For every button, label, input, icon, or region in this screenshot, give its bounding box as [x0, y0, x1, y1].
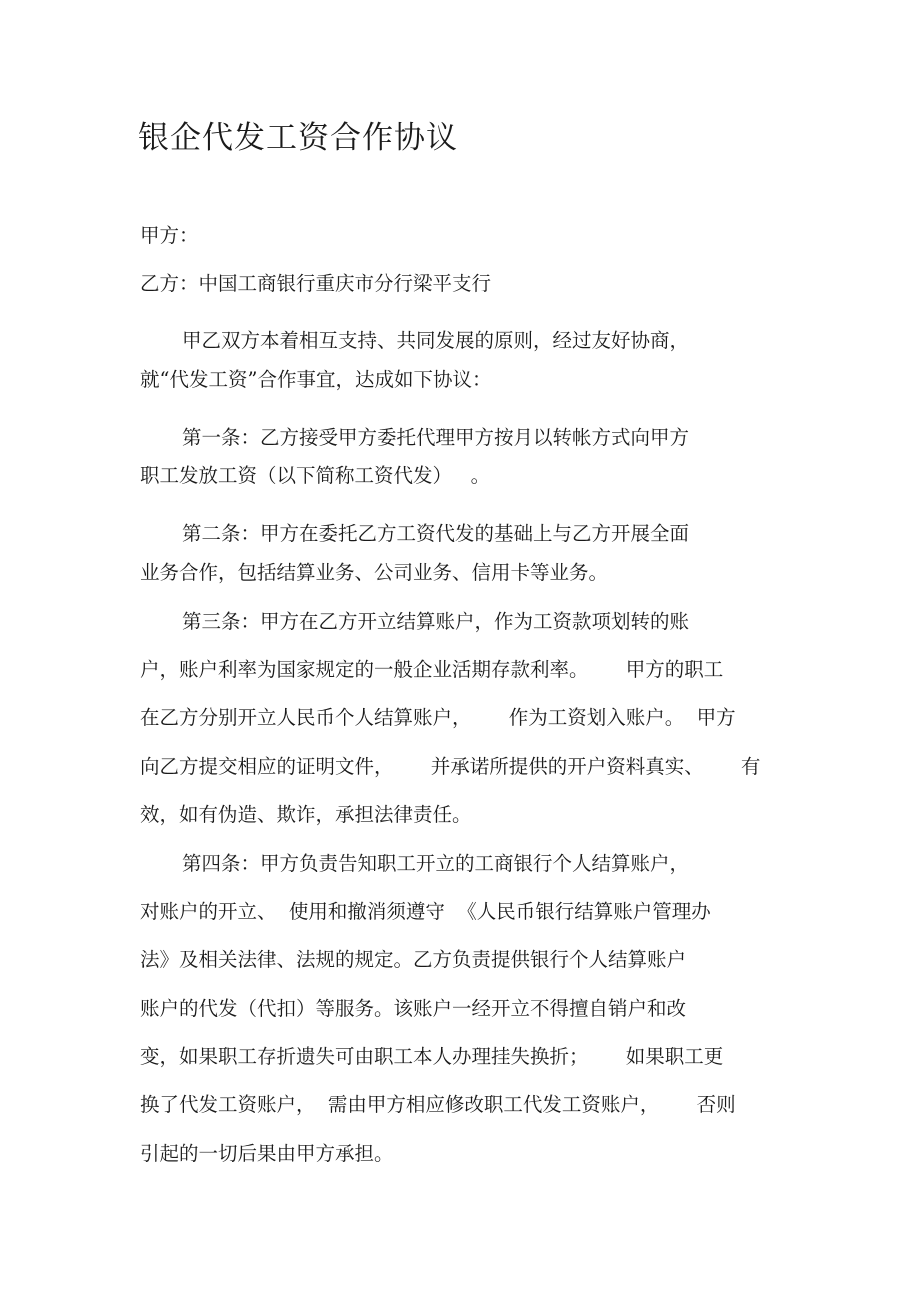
- article-3-line: 户，账户利率为国家规定的一般企业活期存款利率。 甲方的职工: [140, 658, 724, 681]
- article-2-line: 第二条：甲方在委托乙方工资代发的基础上与乙方开展全面: [182, 522, 690, 545]
- article-3-line: 向乙方提交相应的证明文件， 并承诺所提供的开户资料真实、 有: [140, 755, 761, 778]
- article-4-line: 第四条：甲方负责告知职工开立的工商银行个人结算账户，: [182, 852, 690, 875]
- preamble-line: 就“代发工资”合作事宜，达成如下协议：: [140, 368, 492, 391]
- article-4-line: 对账户的开立、 使用和撤消须遵守 《人民币银行结算账户管理办: [140, 900, 711, 923]
- article-4-line: 换了代发工资账户， 需由甲方相应修改职工代发工资账户， 否则: [140, 1093, 736, 1116]
- article-3-line: 在乙方分别开立人民币个人结算账户， 作为工资划入账户。 甲方: [140, 706, 736, 729]
- party-a-line: 甲方：: [140, 224, 199, 247]
- article-3-line: 第三条：甲方在乙方开立结算账户，作为工资款项划转的账: [182, 610, 690, 633]
- article-1-line: 职工发放工资（以下简称工资代发） 。: [140, 464, 491, 487]
- article-3-line: 效，如有伪造、欺诈，承担法律责任。: [140, 803, 472, 826]
- article-4-line: 变，如果职工存折遗失可由职工本人办理挂失换折； 如果职工更: [140, 1045, 724, 1068]
- article-2-line: 业务合作，包括结算业务、公司业务、信用卡等业务。: [140, 561, 609, 584]
- preamble-line: 甲乙双方本着相互支持、共同发展的原则，经过友好协商，: [182, 329, 690, 352]
- article-1-line: 第一条：乙方接受甲方委托代理甲方按月以转帐方式向甲方: [182, 426, 690, 449]
- article-4-line: 引起的一切后果由甲方承担。: [140, 1142, 394, 1165]
- article-4-line: 法》及相关法律、法规的规定。乙方负责提供银行个人结算账户: [140, 948, 687, 971]
- document-title: 银企代发工资合作协议: [138, 120, 458, 156]
- party-b-line: 乙方：中国工商银行重庆市分行梁平支行: [140, 272, 492, 295]
- article-4-line: 账户的代发（代扣）等服务。该账户一经开立不得擅自销户和改: [140, 997, 687, 1020]
